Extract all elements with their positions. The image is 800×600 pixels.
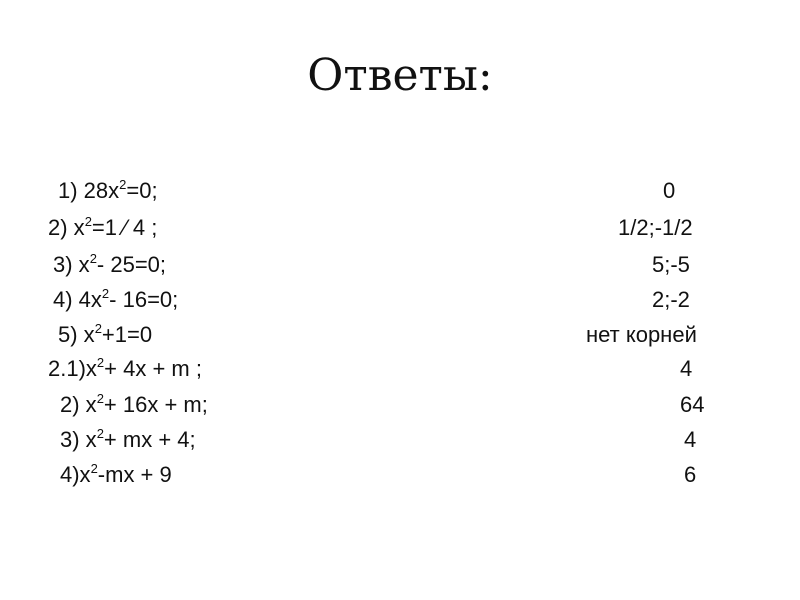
answer-row-4: [0, 283, 800, 317]
answer-row-7: [0, 388, 800, 422]
answer-value: нет корней: [586, 322, 697, 347]
answer-row-8: [0, 423, 800, 457]
task-expression: $4)x^2-mx + 9$: [60, 461, 172, 487]
answer-value: 4: [680, 356, 693, 381]
task-expression: 3) $x^2-$ 25=0;: [53, 251, 167, 277]
answer-value: 0: [663, 178, 676, 203]
task-expression: 2) $x^2+ 16x + m$;: [60, 391, 208, 417]
answer-row-9: [0, 458, 800, 492]
task-expression: $2.1)x^2+ 4x + m$ ;: [48, 355, 202, 381]
exponent: 2: [84, 214, 92, 229]
answer-row-6: [0, 352, 800, 386]
exponent: 2: [96, 355, 105, 370]
exponent: 2: [101, 286, 110, 301]
exponent: 2: [96, 426, 104, 441]
answer-value: 4: [684, 427, 697, 452]
answer-value: 6: [684, 462, 697, 487]
task-expression: 3) $x^2+$ mx + 4;: [60, 426, 196, 452]
exponent: 2: [119, 177, 127, 192]
task-expression: 1) $28x^2=0$;: [58, 177, 158, 203]
answer-row-3: [0, 248, 800, 282]
answer-row-5: [0, 318, 800, 352]
answer-row-1: [0, 174, 800, 208]
task-expression: 4) $4x^2-$ 16=0;: [53, 286, 179, 312]
answer-row-2: [0, 211, 800, 245]
task-expression: 2) $x^2=1$ ⁄ 4 ;: [48, 214, 158, 240]
answer-value: 64: [680, 392, 705, 417]
task-expression: 5) $x^2+1=0$: [58, 321, 153, 347]
slide-title: Ответы:: [307, 50, 493, 101]
exponent: 2: [90, 461, 98, 476]
exponent: 2: [89, 251, 97, 266]
answer-value: 1/2;-1/2: [618, 215, 693, 240]
answer-value: 2;-2: [652, 287, 690, 312]
exponent: 2: [94, 321, 102, 336]
answer-value: 5;-5: [652, 252, 690, 277]
exponent: 2: [96, 391, 104, 406]
